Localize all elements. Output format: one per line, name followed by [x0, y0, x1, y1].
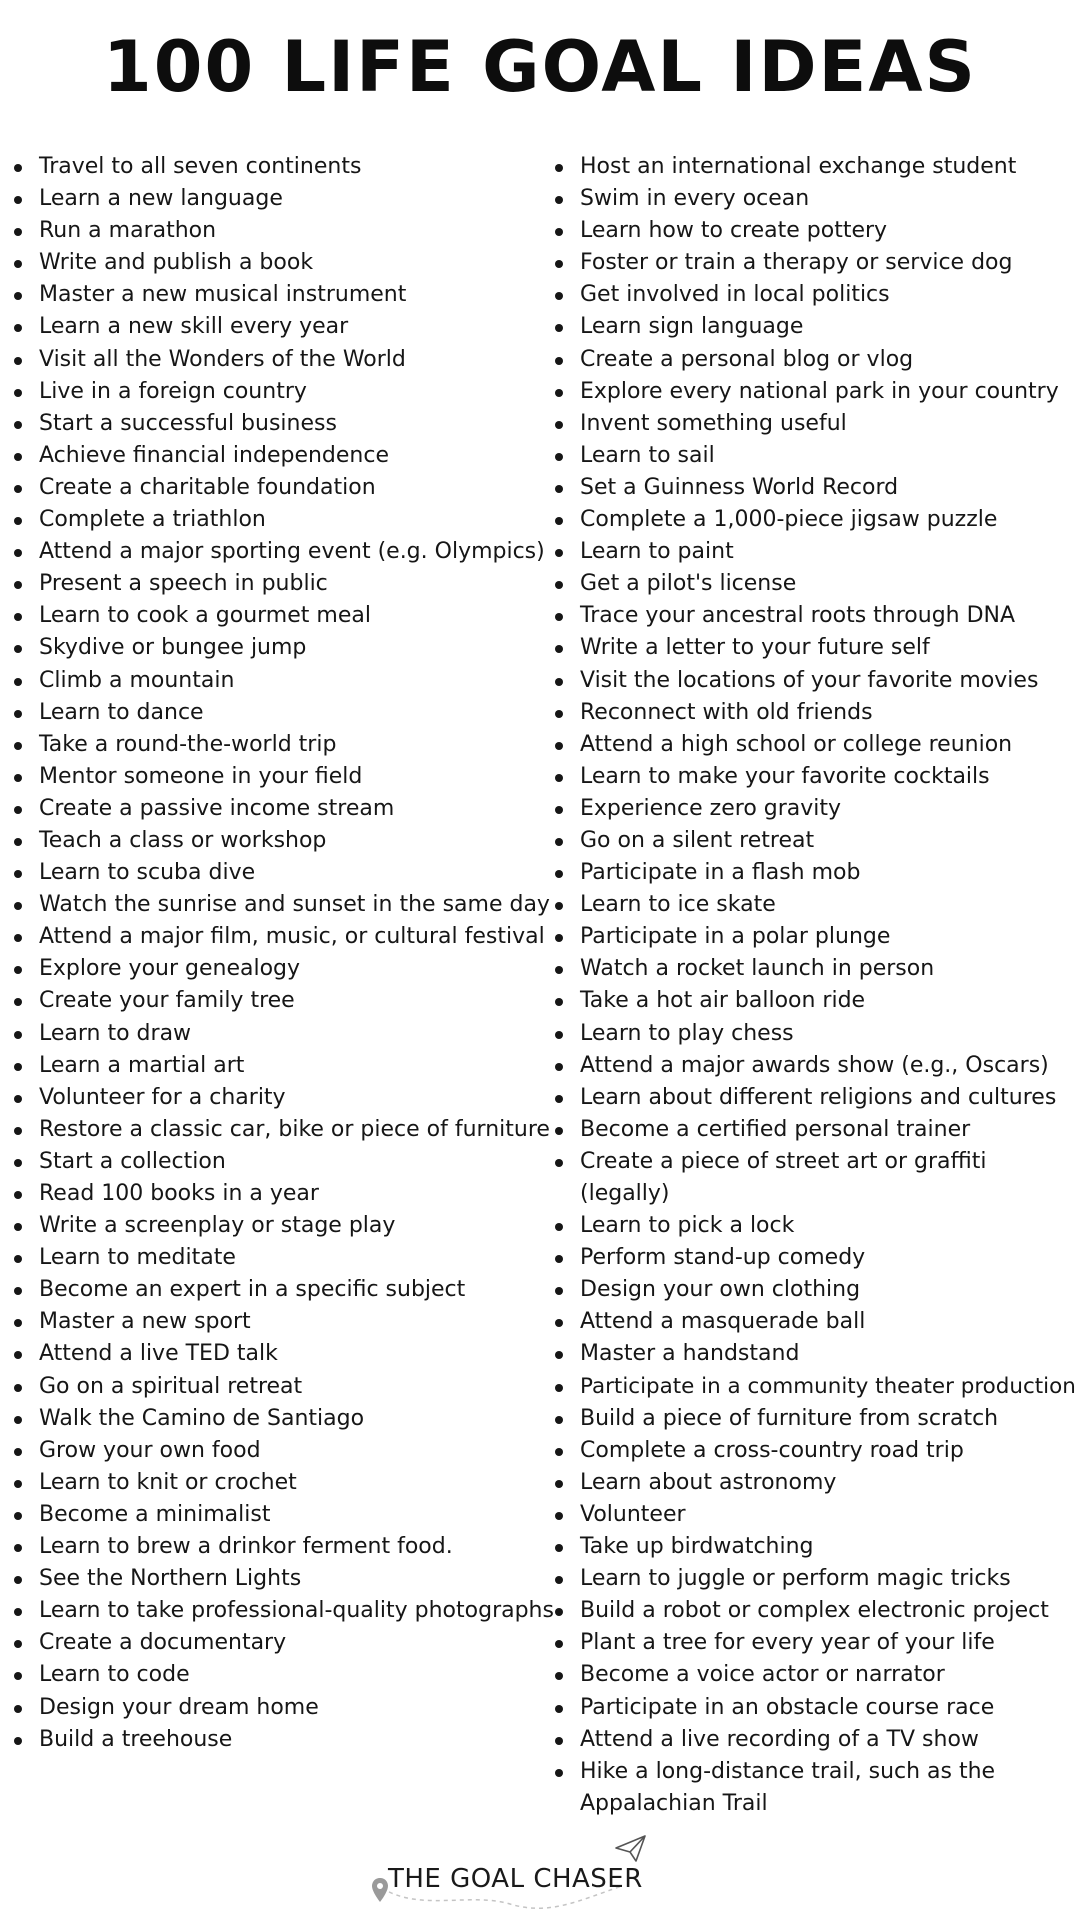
goal-item: Watch a rocket launch in person — [551, 953, 1076, 985]
goal-item: Become a minimalist — [10, 1499, 558, 1531]
goal-item: Restore a classic car, bike or piece of furniture — [10, 1114, 558, 1146]
goal-item: Watch the sunrise and sunset in the same day — [10, 889, 558, 921]
goal-item: Invent something useful — [551, 408, 1076, 440]
goal-item: Travel to all seven continents — [10, 151, 558, 183]
goal-item: Create a personal blog or vlog — [551, 344, 1076, 376]
goal-item: Teach a class or workshop — [10, 825, 558, 857]
goal-item: Attend a major sporting event (e.g. Olympics) — [10, 536, 558, 568]
goal-item: Learn to juggle or perform magic tricks — [551, 1563, 1076, 1595]
goal-item: Take up birdwatching — [551, 1531, 1076, 1563]
goal-item: Design your dream home — [10, 1692, 558, 1724]
goal-item: Swim in every ocean — [551, 183, 1076, 215]
goal-item: Start a successful business — [10, 408, 558, 440]
goal-item: Go on a spiritual retreat — [10, 1371, 558, 1403]
goal-item: Walk the Camino de Santiago — [10, 1403, 558, 1435]
goal-item: Go on a silent retreat — [551, 825, 1076, 857]
goal-item: Present a speech in public — [10, 568, 558, 600]
paper-plane-icon — [614, 1834, 648, 1864]
goal-item: Participate in a community theater production — [551, 1371, 1076, 1403]
goal-item: Learn to make your favorite cocktails — [551, 761, 1076, 793]
goal-item: Master a new sport — [10, 1306, 558, 1338]
goal-item: Create a passive income stream — [10, 793, 558, 825]
goal-item: Learn a new language — [10, 183, 558, 215]
goal-item: Reconnect with old friends — [551, 697, 1076, 729]
goal-item: Climb a mountain — [10, 665, 558, 697]
goal-item: Attend a masquerade ball — [551, 1306, 1076, 1338]
goal-item: Master a handstand — [551, 1338, 1076, 1370]
goal-item: Learn to cook a gourmet meal — [10, 600, 558, 632]
goal-item: Design your own clothing — [551, 1274, 1076, 1306]
goal-item: Take a hot air balloon ride — [551, 985, 1076, 1017]
location-pin-icon — [370, 1876, 390, 1906]
goal-item: Read 100 books in a year — [10, 1178, 558, 1210]
goal-item: Participate in a flash mob — [551, 857, 1076, 889]
goal-item: Complete a triathlon — [10, 504, 558, 536]
goal-item: Hike a long-distance trail, such as the Appalachian Trail — [551, 1756, 1076, 1820]
goal-item: Learn to paint — [551, 536, 1076, 568]
goal-item: Create a piece of street art or graffiti (legally) — [551, 1146, 1076, 1210]
goal-item: Learn to scuba dive — [10, 857, 558, 889]
goal-list-left — [10, 151, 558, 1756]
goal-item: Explore every national park in your country — [551, 376, 1076, 408]
goal-item: Start a collection — [10, 1146, 558, 1178]
goal-item: Attend a major film, music, or cultural festival — [10, 921, 558, 953]
goal-item: Learn to pick a lock — [551, 1210, 1076, 1242]
goal-item: Learn to knit or crochet — [10, 1467, 558, 1499]
goal-item: Complete a cross-country road trip — [551, 1435, 1076, 1467]
goal-item: Learn to meditate — [10, 1242, 558, 1274]
goal-item: Experience zero gravity — [551, 793, 1076, 825]
goal-item: Attend a live TED talk — [10, 1338, 558, 1370]
goal-item: Get involved in local politics — [551, 279, 1076, 311]
goal-item: Explore your genealogy — [10, 953, 558, 985]
goal-item: Set a Guinness World Record — [551, 472, 1076, 504]
goal-item: Become a certified personal trainer — [551, 1114, 1076, 1146]
goal-item: Host an international exchange student — [551, 151, 1076, 183]
goal-item: Learn to brew a drinkor ferment food. — [10, 1531, 558, 1563]
goal-item: Learn a martial art — [10, 1050, 558, 1082]
goal-item: Participate in a polar plunge — [551, 921, 1076, 953]
goal-item: Skydive or bungee jump — [10, 632, 558, 664]
goal-item: Learn to draw — [10, 1018, 558, 1050]
goal-item: See the Northern Lights — [10, 1563, 558, 1595]
goal-item: Plant a tree for every year of your life — [551, 1627, 1076, 1659]
goal-item: Perform stand-up comedy — [551, 1242, 1076, 1274]
goal-item: Learn to ice skate — [551, 889, 1076, 921]
goal-item: Create your family tree — [10, 985, 558, 1017]
goal-item: Write a letter to your future self — [551, 632, 1076, 664]
goal-item: Build a piece of furniture from scratch — [551, 1403, 1076, 1435]
goal-item: Run a marathon — [10, 215, 558, 247]
goal-item: Volunteer for a charity — [10, 1082, 558, 1114]
goal-item: Achieve financial independence — [10, 440, 558, 472]
goal-item: Live in a foreign country — [10, 376, 558, 408]
brand-name: THE GOAL CHASER — [388, 1864, 643, 1894]
goal-item: Learn about astronomy — [551, 1467, 1076, 1499]
goal-item: Write and publish a book — [10, 247, 558, 279]
goal-item: Build a robot or complex electronic project — [551, 1595, 1076, 1627]
goal-item: Create a documentary — [10, 1627, 558, 1659]
goal-item: Become a voice actor or narrator — [551, 1659, 1076, 1691]
goal-item: Take a round-the-world trip — [10, 729, 558, 761]
goal-item: Learn about different religions and cultures — [551, 1082, 1076, 1114]
goal-item: Create a charitable foundation — [10, 472, 558, 504]
goal-item: Build a treehouse — [10, 1724, 558, 1756]
goal-item: Trace your ancestral roots through DNA — [551, 600, 1076, 632]
goal-item: Become an expert in a specific subject — [10, 1274, 558, 1306]
goal-item: Learn to code — [10, 1659, 558, 1691]
goal-item: Get a pilot's license — [551, 568, 1076, 600]
goal-item: Grow your own food — [10, 1435, 558, 1467]
goal-item: Write a screenplay or stage play — [10, 1210, 558, 1242]
goal-item: Visit the locations of your favorite movies — [551, 665, 1076, 697]
brand-logo — [360, 1830, 660, 1910]
goal-item: Foster or train a therapy or service dog — [551, 247, 1076, 279]
goal-item: Master a new musical instrument — [10, 279, 558, 311]
goal-item: Participate in an obstacle course race — [551, 1692, 1076, 1724]
goal-list-right — [551, 151, 1076, 1820]
page-title: 100 LIFE GOAL IDEAS — [103, 26, 977, 108]
goal-item: Mentor someone in your field — [10, 761, 558, 793]
goal-item: Attend a major awards show (e.g., Oscars) — [551, 1050, 1076, 1082]
goal-item: Learn a new skill every year — [10, 311, 558, 343]
goal-item: Learn to dance — [10, 697, 558, 729]
goal-item: Learn to take professional-quality photographs — [10, 1595, 558, 1627]
goal-item: Visit all the Wonders of the World — [10, 344, 558, 376]
goal-item: Learn sign language — [551, 311, 1076, 343]
goal-item: Volunteer — [551, 1499, 1076, 1531]
goal-item: Learn to sail — [551, 440, 1076, 472]
goal-item: Attend a live recording of a TV show — [551, 1724, 1076, 1756]
goal-item: Complete a 1,000-piece jigsaw puzzle — [551, 504, 1076, 536]
goal-item: Attend a high school or college reunion — [551, 729, 1076, 761]
goal-item: Learn to play chess — [551, 1018, 1076, 1050]
goal-item: Learn how to create pottery — [551, 215, 1076, 247]
